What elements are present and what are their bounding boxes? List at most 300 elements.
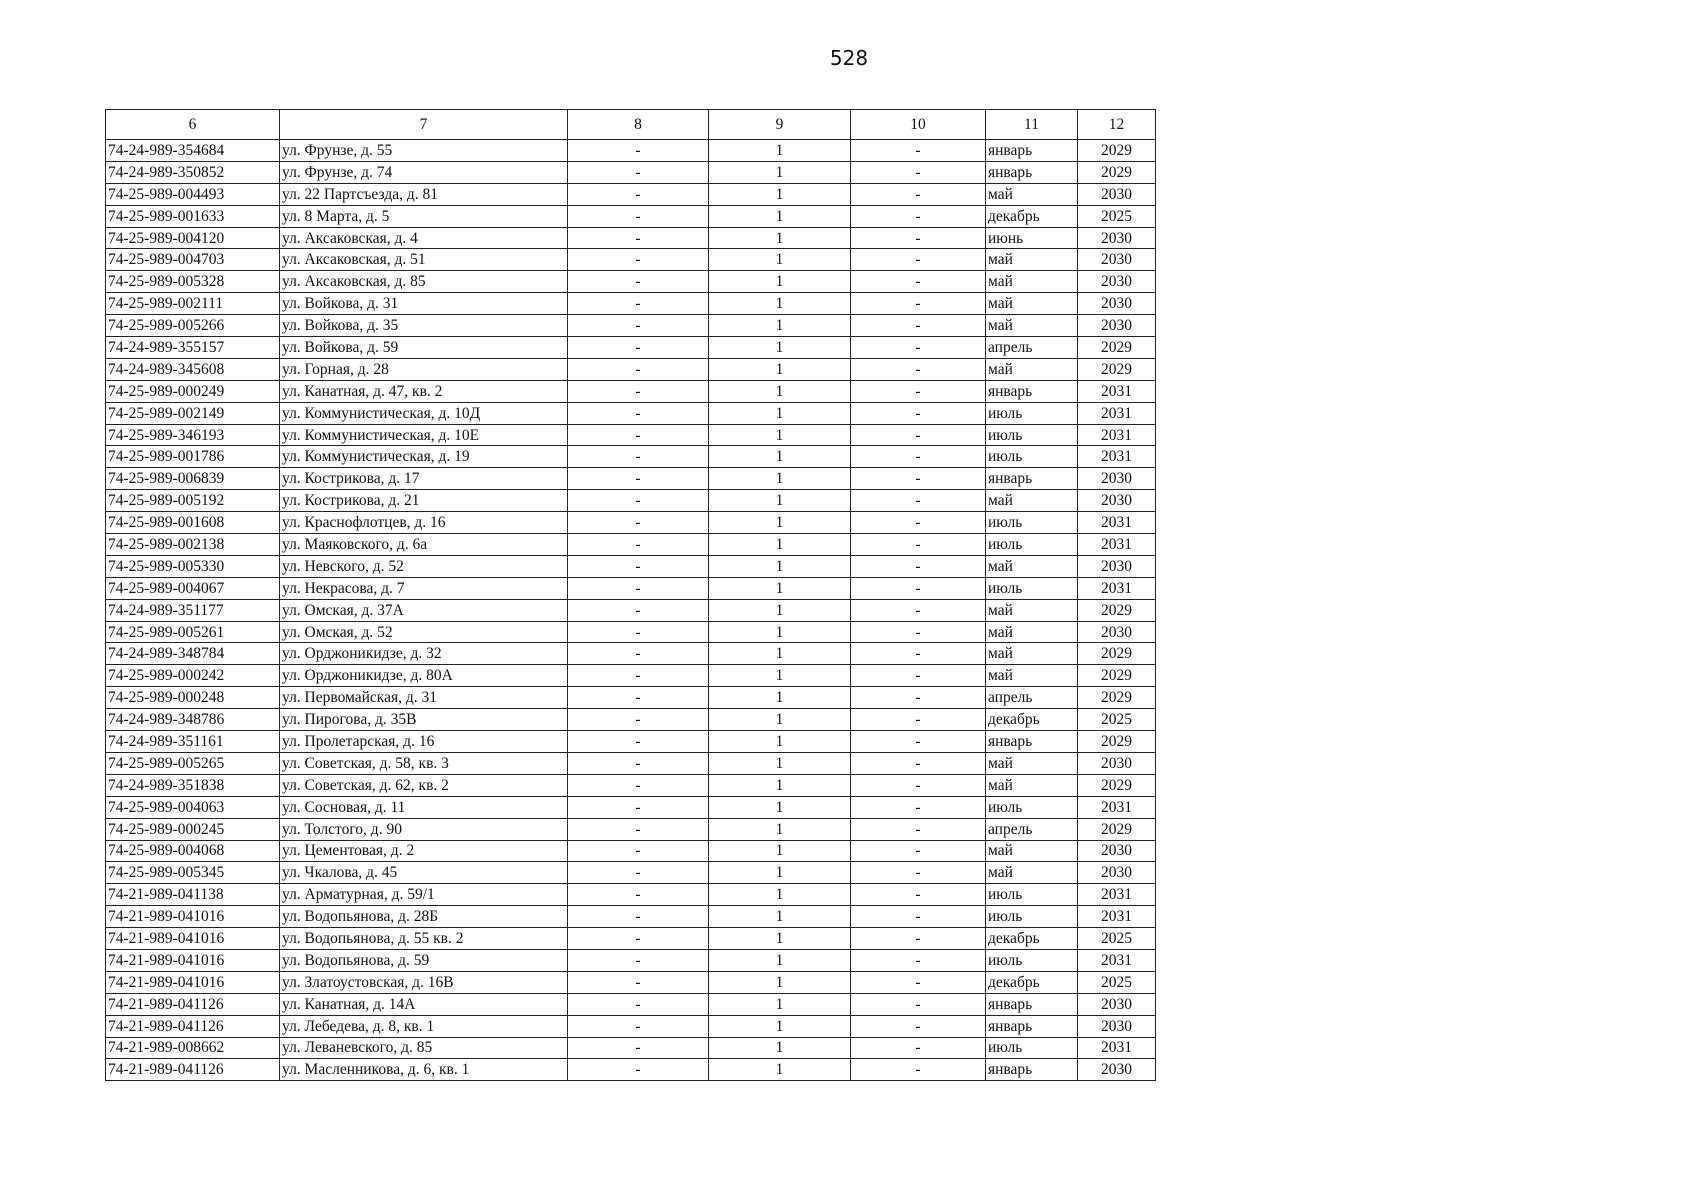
cell-quantity: 1 xyxy=(709,534,851,556)
cell-quantity: 1 xyxy=(709,752,851,774)
cell-col-8-value: - xyxy=(568,512,709,534)
table-row xyxy=(106,358,1156,380)
cell-month: май xyxy=(986,358,1078,380)
cell-month: июль xyxy=(986,906,1078,928)
cell-col-8-value: - xyxy=(568,293,709,315)
cell-record-id: 74-25-989-001608 xyxy=(106,512,280,534)
cell-year: 2029 xyxy=(1078,687,1156,709)
cell-address: ул. Цементовая, д. 2 xyxy=(280,840,568,862)
cell-col-8-value: - xyxy=(568,971,709,993)
cell-col-8-value: - xyxy=(568,315,709,337)
cell-year: 2029 xyxy=(1078,731,1156,753)
cell-col-10-value: - xyxy=(851,577,986,599)
cell-address: ул. Толстого, д. 90 xyxy=(280,818,568,840)
cell-quantity: 1 xyxy=(709,687,851,709)
cell-record-id: 74-25-989-000242 xyxy=(106,665,280,687)
cell-col-10-value: - xyxy=(851,227,986,249)
cell-col-10-value: - xyxy=(851,380,986,402)
cell-col-8-value: - xyxy=(568,884,709,906)
cell-year: 2029 xyxy=(1078,161,1156,183)
cell-col-10-value: - xyxy=(851,140,986,162)
cell-address: ул. Войкова, д. 35 xyxy=(280,315,568,337)
table-row xyxy=(106,949,1156,971)
cell-record-id: 74-25-989-005266 xyxy=(106,315,280,337)
cell-quantity: 1 xyxy=(709,490,851,512)
cell-col-8-value: - xyxy=(568,906,709,928)
cell-quantity: 1 xyxy=(709,577,851,599)
cell-year: 2031 xyxy=(1078,424,1156,446)
cell-address: ул. Орджоникидзе, д. 80А xyxy=(280,665,568,687)
cell-col-10-value: - xyxy=(851,424,986,446)
cell-year: 2030 xyxy=(1078,315,1156,337)
cell-month: июль xyxy=(986,1037,1078,1059)
cell-address: ул. Водопьянова, д. 59 xyxy=(280,949,568,971)
cell-record-id: 74-25-989-001786 xyxy=(106,446,280,468)
cell-col-8-value: - xyxy=(568,731,709,753)
cell-col-10-value: - xyxy=(851,446,986,468)
cell-month: июль xyxy=(986,884,1078,906)
table-row xyxy=(106,709,1156,731)
cell-address: ул. Первомайская, д. 31 xyxy=(280,687,568,709)
cell-col-8-value: - xyxy=(568,774,709,796)
cell-quantity: 1 xyxy=(709,249,851,271)
cell-year: 2025 xyxy=(1078,205,1156,227)
cell-quantity: 1 xyxy=(709,315,851,337)
cell-month: январь xyxy=(986,1059,1078,1081)
cell-col-8-value: - xyxy=(568,840,709,862)
cell-address: ул. Аксаковская, д. 51 xyxy=(280,249,568,271)
cell-address: ул. Омская, д. 52 xyxy=(280,621,568,643)
cell-month: май xyxy=(986,315,1078,337)
cell-record-id: 74-25-989-001633 xyxy=(106,205,280,227)
cell-quantity: 1 xyxy=(709,555,851,577)
cell-year: 2031 xyxy=(1078,534,1156,556)
table-row xyxy=(106,490,1156,512)
cell-record-id: 74-25-989-346193 xyxy=(106,424,280,446)
cell-address: ул. Аксаковская, д. 4 xyxy=(280,227,568,249)
cell-address: ул. 8 Марта, д. 5 xyxy=(280,205,568,227)
cell-year: 2030 xyxy=(1078,840,1156,862)
cell-col-10-value: - xyxy=(851,293,986,315)
cell-col-10-value: - xyxy=(851,315,986,337)
cell-quantity: 1 xyxy=(709,183,851,205)
cell-record-id: 74-25-989-000248 xyxy=(106,687,280,709)
cell-col-8-value: - xyxy=(568,161,709,183)
cell-year: 2029 xyxy=(1078,140,1156,162)
cell-record-id: 74-25-989-005328 xyxy=(106,271,280,293)
cell-address: ул. Сосновая, д. 11 xyxy=(280,796,568,818)
cell-address: ул. Войкова, д. 31 xyxy=(280,293,568,315)
cell-month: июнь xyxy=(986,227,1078,249)
cell-col-10-value: - xyxy=(851,205,986,227)
cell-record-id: 74-25-989-002149 xyxy=(106,402,280,424)
cell-col-10-value: - xyxy=(851,840,986,862)
cell-quantity: 1 xyxy=(709,468,851,490)
cell-col-8-value: - xyxy=(568,752,709,774)
cell-quantity: 1 xyxy=(709,731,851,753)
cell-month: июль xyxy=(986,949,1078,971)
column-header-7: 7 xyxy=(280,110,568,140)
cell-month: май xyxy=(986,774,1078,796)
cell-year: 2030 xyxy=(1078,183,1156,205)
cell-year: 2030 xyxy=(1078,490,1156,512)
cell-quantity: 1 xyxy=(709,424,851,446)
cell-month: январь xyxy=(986,140,1078,162)
cell-col-8-value: - xyxy=(568,687,709,709)
cell-year: 2029 xyxy=(1078,665,1156,687)
cell-record-id: 74-25-989-000245 xyxy=(106,818,280,840)
cell-quantity: 1 xyxy=(709,293,851,315)
cell-quantity: 1 xyxy=(709,599,851,621)
table-row xyxy=(106,621,1156,643)
cell-address: ул. Аксаковская, д. 85 xyxy=(280,271,568,293)
cell-col-8-value: - xyxy=(568,358,709,380)
table-row xyxy=(106,993,1156,1015)
cell-record-id: 74-25-989-004703 xyxy=(106,249,280,271)
table-row xyxy=(106,1059,1156,1081)
cell-quantity: 1 xyxy=(709,971,851,993)
cell-month: май xyxy=(986,643,1078,665)
cell-col-10-value: - xyxy=(851,534,986,556)
cell-record-id: 74-24-989-351838 xyxy=(106,774,280,796)
cell-address: ул. Некрасова, д. 7 xyxy=(280,577,568,599)
cell-address: ул. Войкова, д. 59 xyxy=(280,337,568,359)
cell-record-id: 74-25-989-005265 xyxy=(106,752,280,774)
cell-year: 2031 xyxy=(1078,949,1156,971)
table-row xyxy=(106,840,1156,862)
cell-year: 2029 xyxy=(1078,774,1156,796)
cell-address: ул. Коммунистическая, д. 19 xyxy=(280,446,568,468)
cell-col-8-value: - xyxy=(568,555,709,577)
cell-year: 2031 xyxy=(1078,796,1156,818)
cell-col-10-value: - xyxy=(851,337,986,359)
cell-col-10-value: - xyxy=(851,818,986,840)
cell-col-8-value: - xyxy=(568,796,709,818)
cell-record-id: 74-24-989-348786 xyxy=(106,709,280,731)
cell-month: январь xyxy=(986,993,1078,1015)
cell-year: 2030 xyxy=(1078,271,1156,293)
cell-year: 2030 xyxy=(1078,468,1156,490)
cell-record-id: 74-25-989-005345 xyxy=(106,862,280,884)
cell-col-8-value: - xyxy=(568,665,709,687)
cell-quantity: 1 xyxy=(709,774,851,796)
cell-quantity: 1 xyxy=(709,621,851,643)
table-row xyxy=(106,862,1156,884)
cell-record-id: 74-21-989-041016 xyxy=(106,949,280,971)
table-row xyxy=(106,446,1156,468)
cell-record-id: 74-25-989-005261 xyxy=(106,621,280,643)
cell-month: май xyxy=(986,665,1078,687)
cell-year: 2029 xyxy=(1078,643,1156,665)
cell-address: ул. Кострикова, д. 17 xyxy=(280,468,568,490)
table-row xyxy=(106,971,1156,993)
cell-col-10-value: - xyxy=(851,687,986,709)
table-row xyxy=(106,534,1156,556)
cell-quantity: 1 xyxy=(709,643,851,665)
cell-month: январь xyxy=(986,468,1078,490)
cell-col-10-value: - xyxy=(851,971,986,993)
cell-col-8-value: - xyxy=(568,271,709,293)
cell-address: ул. Орджоникидзе, д. 32 xyxy=(280,643,568,665)
cell-quantity: 1 xyxy=(709,862,851,884)
table-row xyxy=(106,818,1156,840)
table-row xyxy=(106,752,1156,774)
table-row xyxy=(106,205,1156,227)
cell-address: ул. Фрунзе, д. 55 xyxy=(280,140,568,162)
cell-address: ул. Советская, д. 58, кв. 3 xyxy=(280,752,568,774)
cell-month: май xyxy=(986,862,1078,884)
cell-record-id: 74-24-989-351161 xyxy=(106,731,280,753)
cell-record-id: 74-25-989-005330 xyxy=(106,555,280,577)
table-row xyxy=(106,424,1156,446)
cell-record-id: 74-25-989-004120 xyxy=(106,227,280,249)
column-header-11: 11 xyxy=(986,110,1078,140)
cell-month: апрель xyxy=(986,337,1078,359)
cell-quantity: 1 xyxy=(709,140,851,162)
table-row xyxy=(106,665,1156,687)
cell-address: ул. Кострикова, д. 21 xyxy=(280,490,568,512)
cell-record-id: 74-21-989-041016 xyxy=(106,906,280,928)
cell-month: июль xyxy=(986,512,1078,534)
column-header-12: 12 xyxy=(1078,110,1156,140)
cell-record-id: 74-25-989-002138 xyxy=(106,534,280,556)
page-number: 528 xyxy=(829,46,869,70)
cell-month: декабрь xyxy=(986,928,1078,950)
table-row xyxy=(106,774,1156,796)
cell-year: 2030 xyxy=(1078,227,1156,249)
cell-address: ул. Арматурная, д. 59/1 xyxy=(280,884,568,906)
cell-month: июль xyxy=(986,534,1078,556)
cell-quantity: 1 xyxy=(709,446,851,468)
cell-year: 2030 xyxy=(1078,862,1156,884)
cell-col-8-value: - xyxy=(568,928,709,950)
cell-quantity: 1 xyxy=(709,665,851,687)
cell-record-id: 74-25-989-006839 xyxy=(106,468,280,490)
cell-record-id: 74-24-989-354684 xyxy=(106,140,280,162)
cell-address: ул. Леваневского, д. 85 xyxy=(280,1037,568,1059)
cell-col-8-value: - xyxy=(568,709,709,731)
cell-record-id: 74-24-989-348784 xyxy=(106,643,280,665)
cell-record-id: 74-24-989-355157 xyxy=(106,337,280,359)
cell-month: декабрь xyxy=(986,971,1078,993)
cell-month: апрель xyxy=(986,687,1078,709)
cell-col-8-value: - xyxy=(568,621,709,643)
cell-month: май xyxy=(986,183,1078,205)
cell-col-8-value: - xyxy=(568,577,709,599)
cell-address: ул. Златоустовская, д. 16В xyxy=(280,971,568,993)
cell-col-8-value: - xyxy=(568,643,709,665)
cell-record-id: 74-21-989-041016 xyxy=(106,928,280,950)
cell-quantity: 1 xyxy=(709,928,851,950)
cell-quantity: 1 xyxy=(709,1015,851,1037)
cell-year: 2025 xyxy=(1078,928,1156,950)
cell-record-id: 74-21-989-041126 xyxy=(106,1059,280,1081)
cell-quantity: 1 xyxy=(709,796,851,818)
cell-quantity: 1 xyxy=(709,1059,851,1081)
cell-quantity: 1 xyxy=(709,161,851,183)
table-row xyxy=(106,337,1156,359)
cell-col-10-value: - xyxy=(851,774,986,796)
cell-col-8-value: - xyxy=(568,446,709,468)
cell-col-10-value: - xyxy=(851,358,986,380)
cell-col-10-value: - xyxy=(851,402,986,424)
cell-month: май xyxy=(986,555,1078,577)
cell-record-id: 74-24-989-351177 xyxy=(106,599,280,621)
cell-quantity: 1 xyxy=(709,949,851,971)
cell-quantity: 1 xyxy=(709,840,851,862)
cell-month: июль xyxy=(986,446,1078,468)
cell-col-10-value: - xyxy=(851,993,986,1015)
cell-col-8-value: - xyxy=(568,337,709,359)
cell-address: ул. Лебедева, д. 8, кв. 1 xyxy=(280,1015,568,1037)
cell-col-8-value: - xyxy=(568,993,709,1015)
cell-year: 2031 xyxy=(1078,1037,1156,1059)
cell-col-8-value: - xyxy=(568,424,709,446)
register-table xyxy=(105,109,1156,1081)
cell-quantity: 1 xyxy=(709,205,851,227)
cell-quantity: 1 xyxy=(709,337,851,359)
cell-address: ул. Канатная, д. 47, кв. 2 xyxy=(280,380,568,402)
cell-year: 2030 xyxy=(1078,621,1156,643)
cell-month: июль xyxy=(986,424,1078,446)
cell-month: январь xyxy=(986,161,1078,183)
cell-month: май xyxy=(986,621,1078,643)
cell-col-8-value: - xyxy=(568,205,709,227)
cell-col-8-value: - xyxy=(568,862,709,884)
cell-col-10-value: - xyxy=(851,1059,986,1081)
cell-quantity: 1 xyxy=(709,884,851,906)
cell-col-8-value: - xyxy=(568,599,709,621)
cell-record-id: 74-24-989-345608 xyxy=(106,358,280,380)
cell-address: ул. Коммунистическая, д. 10Е xyxy=(280,424,568,446)
cell-address: ул. Канатная, д. 14А xyxy=(280,993,568,1015)
cell-address: ул. Маяковского, д. 6а xyxy=(280,534,568,556)
cell-col-10-value: - xyxy=(851,249,986,271)
cell-record-id: 74-24-989-350852 xyxy=(106,161,280,183)
cell-year: 2030 xyxy=(1078,1059,1156,1081)
cell-address: ул. Масленникова, д. 6, кв. 1 xyxy=(280,1059,568,1081)
cell-col-10-value: - xyxy=(851,862,986,884)
cell-record-id: 74-21-989-041138 xyxy=(106,884,280,906)
table-header xyxy=(106,110,1156,140)
cell-col-10-value: - xyxy=(851,643,986,665)
cell-year: 2030 xyxy=(1078,993,1156,1015)
table-row xyxy=(106,796,1156,818)
cell-col-10-value: - xyxy=(851,183,986,205)
cell-year: 2030 xyxy=(1078,293,1156,315)
table-row xyxy=(106,380,1156,402)
cell-address: ул. Горная, д. 28 xyxy=(280,358,568,380)
cell-record-id: 74-25-989-004067 xyxy=(106,577,280,599)
table-row xyxy=(106,599,1156,621)
cell-col-10-value: - xyxy=(851,468,986,490)
cell-year: 2029 xyxy=(1078,337,1156,359)
cell-col-8-value: - xyxy=(568,818,709,840)
cell-year: 2030 xyxy=(1078,1015,1156,1037)
cell-quantity: 1 xyxy=(709,818,851,840)
table-row xyxy=(106,183,1156,205)
cell-record-id: 74-25-989-005192 xyxy=(106,490,280,512)
table-row xyxy=(106,512,1156,534)
table-row xyxy=(106,468,1156,490)
cell-month: май xyxy=(986,249,1078,271)
column-header-6: 6 xyxy=(106,110,280,140)
cell-col-10-value: - xyxy=(851,555,986,577)
cell-month: май xyxy=(986,271,1078,293)
cell-address: ул. Советская, д. 62, кв. 2 xyxy=(280,774,568,796)
column-header-8: 8 xyxy=(568,110,709,140)
column-header-9: 9 xyxy=(709,110,851,140)
cell-address: ул. Краснофлотцев, д. 16 xyxy=(280,512,568,534)
cell-month: январь xyxy=(986,380,1078,402)
cell-col-10-value: - xyxy=(851,796,986,818)
cell-record-id: 74-25-989-000249 xyxy=(106,380,280,402)
table-row xyxy=(106,249,1156,271)
table-row xyxy=(106,161,1156,183)
cell-quantity: 1 xyxy=(709,380,851,402)
cell-col-10-value: - xyxy=(851,1015,986,1037)
cell-record-id: 74-25-989-004063 xyxy=(106,796,280,818)
column-header-10: 10 xyxy=(851,110,986,140)
cell-col-10-value: - xyxy=(851,949,986,971)
cell-year: 2031 xyxy=(1078,402,1156,424)
cell-month: декабрь xyxy=(986,205,1078,227)
table-row xyxy=(106,577,1156,599)
cell-year: 2029 xyxy=(1078,599,1156,621)
cell-month: май xyxy=(986,490,1078,512)
cell-col-8-value: - xyxy=(568,140,709,162)
cell-address: ул. Водопьянова, д. 55 кв. 2 xyxy=(280,928,568,950)
cell-address: ул. 22 Партсъезда, д. 81 xyxy=(280,183,568,205)
cell-address: ул. Невского, д. 52 xyxy=(280,555,568,577)
cell-col-8-value: - xyxy=(568,249,709,271)
cell-month: май xyxy=(986,293,1078,315)
cell-month: январь xyxy=(986,1015,1078,1037)
cell-record-id: 74-25-989-004493 xyxy=(106,183,280,205)
cell-col-8-value: - xyxy=(568,402,709,424)
cell-month: июль xyxy=(986,796,1078,818)
cell-quantity: 1 xyxy=(709,402,851,424)
cell-quantity: 1 xyxy=(709,1037,851,1059)
cell-col-10-value: - xyxy=(851,665,986,687)
cell-quantity: 1 xyxy=(709,271,851,293)
table-row xyxy=(106,555,1156,577)
cell-quantity: 1 xyxy=(709,358,851,380)
cell-year: 2031 xyxy=(1078,446,1156,468)
cell-year: 2029 xyxy=(1078,358,1156,380)
cell-address: ул. Водопьянова, д. 28Б xyxy=(280,906,568,928)
cell-year: 2029 xyxy=(1078,818,1156,840)
table-body xyxy=(106,140,1156,1081)
cell-quantity: 1 xyxy=(709,993,851,1015)
cell-col-10-value: - xyxy=(851,271,986,293)
cell-month: май xyxy=(986,599,1078,621)
cell-col-10-value: - xyxy=(851,752,986,774)
cell-month: апрель xyxy=(986,818,1078,840)
cell-year: 2031 xyxy=(1078,884,1156,906)
table-row xyxy=(106,293,1156,315)
cell-col-10-value: - xyxy=(851,906,986,928)
cell-record-id: 74-21-989-041016 xyxy=(106,971,280,993)
cell-col-10-value: - xyxy=(851,161,986,183)
cell-col-8-value: - xyxy=(568,1059,709,1081)
cell-year: 2031 xyxy=(1078,577,1156,599)
table-row xyxy=(106,140,1156,162)
table-row xyxy=(106,643,1156,665)
cell-col-10-value: - xyxy=(851,1037,986,1059)
table-row xyxy=(106,271,1156,293)
cell-year: 2030 xyxy=(1078,249,1156,271)
